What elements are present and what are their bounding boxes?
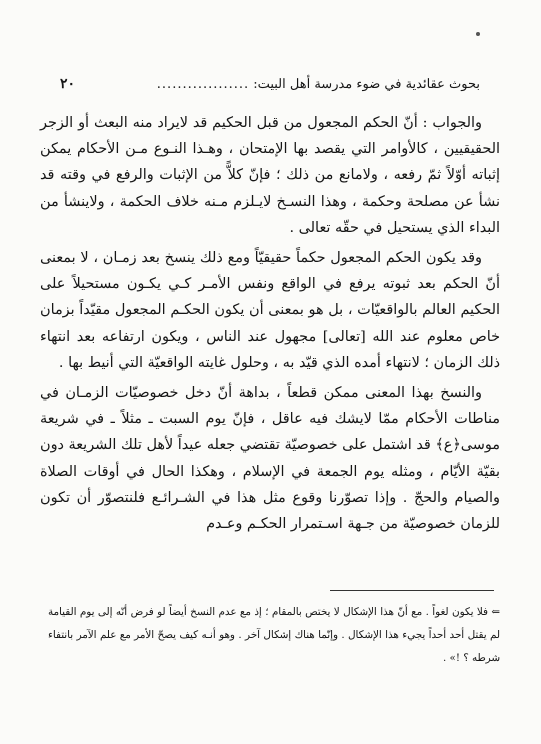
paragraph-abrogation: والنسخ بهذا المعنى ممكن قطعاً ، بداهة أنّ دخل خصوصيّات الزمـان في مناطات الأحكام ممّا لايشك فيه عاقل ، فإنّ يوم السبت ـ مثلاً ـ في شريعة موسى﴿ع﴾ قد اشتمل على خصوصيّة تقتضي جعله عيداً لأهل تلك الشريعة دون بقيّة الأيّام ، ومثله يوم الجمعة في الإسلام ، وهكذا الحال في أوقات الصلاة والصيام والحجّ . وإذا تصوّرنا وقوع مثل هذا في الشـرائـع فلنتصوّر أن تكون للزمان خصوصيّة من جـهة اسـتمرار الحكـم وعـدم	[40, 385, 500, 533]
main-text	[40, 110, 500, 541]
header-leader-dots: ..................	[156, 77, 250, 92]
margin-dot	[476, 32, 480, 36]
page-number: ٢٠	[60, 76, 76, 92]
running-header	[60, 76, 480, 96]
footnote: ⇐ فلا يكون لغواً . مع أنّ هذا الإشكال لا يختص بالمقام ؛ إذ مع عدم النسخ أيضاً لو فرض أنّه إلى يوم القيامة لم يقتل أحد أحداً يجيء هذا الإشكال . وإنّما هناك إشكال آخر . وهو أنـه كيف يصحّ الأمر مع علم الآمر بانتفاء شرطه ؟ !» .	[48, 606, 500, 664]
header-title: بحوث عقائدية في ضوء مدرسة أهل البيت:	[253, 77, 480, 92]
paragraph-answer: والجواب : أنّ الحكم المجعول من قبل الحكيم قد لايراد منه البعث أو الزجر الحقيقيين ، كالأوامر التي يقصد بها الإمتحان ، وهـذا النـوع مـن الأحكام يمكن إثباته أوّلاً ثمّ رفعه ، ولامانع من ذلك ؛ فإنّ كلاًّ من الإثبات والرفع في وقته قد نشأ عن مصلحة وحكمة ، وهذا النسـخ لايـلزم مـنه خلاف الحكمة ، ولاينشأ من البداء الذي يستحيل في حقّه تعالى .	[40, 115, 500, 236]
footnote-separator	[330, 590, 494, 591]
paragraph-real-ruling: وقد يكون الحكم المجعول حكماً حقيقيّاً ومع ذلك ينسخ بعد زمـان ، لا بمعنى أنّ الحكم بعد ثبوته يرفع في الواقع ونفس الأمـر كـي يكـون مستحيلاً على الحكيم العالم بالواقعيّات ، بل هو بمعنى أن يكون الحكـم المجعول مقيّداً بزمان خاص معلوم عند الله [تعالى] مجهول عند الناس ، ويكون ارتفاعه بعد انتهاء ذلك الزمان ؛ لانتهاء أمده الذي قيّد به ، وحلول غايته الواقعيّة التي أنيط بها .	[40, 250, 500, 371]
